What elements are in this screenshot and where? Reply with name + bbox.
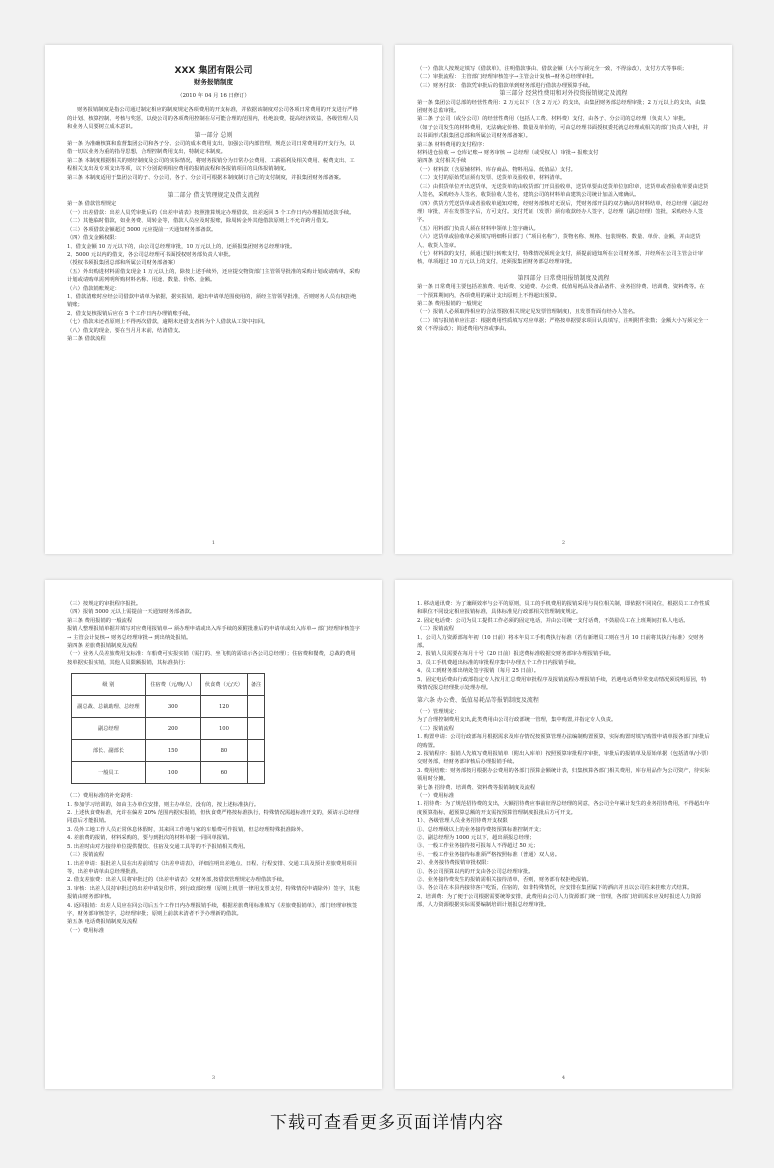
paragraph-line: （一）费用标准 <box>417 792 455 799</box>
loan-process-body <box>417 65 710 90</box>
paragraph-line: 第五条 电话费报销制度及流程 <box>67 919 138 926</box>
paragraph-line: （一）报销人必须取得相应的合法票据(相关规定见发票管理制度)，且发票背面有经办人签名。 <box>417 309 639 316</box>
paragraph-line: 第二条 借款流程 <box>67 335 106 342</box>
table-cell: 60 <box>200 762 247 784</box>
paragraph-line: （三）财务付款： 借款凭审批后的借款单到财务部进行借款办理预算手续。 <box>417 82 594 89</box>
paragraph-line: ①、各公司预算以内的开支由各公司总经理审批。 <box>417 868 534 875</box>
paragraph-line: ③、各公司在本县内接待客户吃饭，住宿的，如非特殊情况，应安排在集团属下的酒店并且以公司往来挂账方式结算。 <box>417 885 693 892</box>
office-expense-body <box>417 708 710 910</box>
part4-heading: 第四部分 日常费用报销制度及流程 <box>517 274 610 282</box>
paragraph-line: （二）报销流程 <box>417 725 455 732</box>
table-cell <box>248 696 265 718</box>
paragraph-line: 1. 招待费：为了规范招待费的支出，大额招待费应事前征得总经理的同意，各公司全年累计发生的业务招待费用，不得超出年度预算指标，超预算总额的开支需按预算管理制度报批后方可开支。 <box>417 801 710 816</box>
table-cell: 100 <box>200 718 247 740</box>
paragraph-line: （六）借款销账规定： <box>67 285 120 292</box>
document-page-4 <box>395 580 732 1089</box>
paragraph-line: ②、业务接待费发生的报销需相关接待清单，否则，财务部有权拒绝报销。 <box>417 877 592 883</box>
paragraph-line: （四）报销 5000 元以上需提前一天通知财务部备款。 <box>67 609 196 616</box>
paragraph-line: （二）其他临时借款，如业务费、周转金等，借款人员应及时报账，除周转金外其他借款原则上不允许跨月借支。 <box>67 218 332 225</box>
table-header-row <box>72 674 265 696</box>
table-header-cell: 级 别 <box>72 674 146 696</box>
table-cell: 副总裁、总裁助理、总经理 <box>72 696 146 718</box>
paragraph-line: 3. 费用结账：财务部按月根据办公费用的各部门预算金额统计表，归集核算各部门相关费用，库存用品作为公司资产，待实际领用时分摊。 <box>417 767 710 783</box>
part2-heading: 第二部分 借支管理规定及借支流程 <box>167 192 260 200</box>
part1-body <box>67 140 360 182</box>
paragraph-line: （四）供货方凭送货单或者验收单通知对账，经财务部核对无误后，凭财务部开具的双方确认的材料结单，经总经理（副总经理）审批，并在发票签字后，方可支付。支付凭证（发票）须有收款经办人签字，总经理（副总经理）签批，采购经办人签字。 <box>417 200 709 224</box>
paragraph-line: 3、员工手机费超出标准的审批程序集中办理五个工作日内报销手续。 <box>417 659 580 666</box>
paragraph-line: 第三条 费用报销的一般流程 <box>67 617 133 624</box>
part3-body <box>417 99 710 267</box>
phone-expense-body <box>417 600 710 692</box>
paragraph-line: 2. 报销程序：报销人先填写费用报销单（附出入库单）按照预算审批程序审批，审批后的报销单及原始单据（包括清单/小票）交财务部，经财务部审核后办理报销手续。 <box>417 750 709 766</box>
paragraph-line: （七）借款未还者原则上不得再次借款，逾期未还借支者转为个人借款从工资中扣回。 <box>67 319 269 326</box>
paragraph-line: 1. 参加学习培训的，如由主办单位安排，则主办单位，没有的，按上述标准执行。 <box>67 801 260 808</box>
paragraph-line: 为了合理控制费用支出,此类费用由公司行政部统一管理，集中购置,并指定专人负责。 <box>417 717 617 724</box>
table-cell: 80 <box>200 740 247 762</box>
document-title: 财务报销制度 <box>194 78 233 86</box>
paragraph-line: 第三条 材料费用的支付程序： <box>417 141 488 148</box>
paragraph-line: （八）借支的现金，要在当月月末前，结清借支。 <box>67 327 184 334</box>
paragraph-line: （授权书须报集团总部和所属公司财务部备案） <box>67 260 179 267</box>
paragraph-line: 2. 固定电话费：公司为员工提供工作必须的固定电话，并由公司统一支付话费，不鼓励员工在上班期间打私人电话。 <box>417 617 689 624</box>
paragraph-line: （四）借支金额权限： <box>67 235 120 242</box>
paragraph-line: 4. 返回报销：出差人员应在回公司后五个工作日内办理报销手续，根据差旅费用标准填写《差旅费报销单》，部门经理审核签字，财务部审核签字，总经理审批；原则上前款未清者不予办理新的借款。 <box>67 902 358 917</box>
paragraph-line: 1. 移动通讯费：为了兼顾效率与公平的原则，员工的手机费用的报销采用与岗位相关制，即依据不同岗位，根据员工工作性质和职位不同设定相应报销标准，具体标准见行政部相关管理制度规定。 <box>417 601 710 616</box>
page-number: 4 <box>561 1075 566 1081</box>
paragraph-line: 第二条 子公司（或分公司）的经营性费用（包括人工费、材料费）支付，由各子、分公司的总经理（负责人）审批。 <box>417 116 689 123</box>
download-more-footer: 下载可查看更多页面详情内容 <box>270 1113 504 1133</box>
travel-expense-table <box>71 673 265 784</box>
paragraph-line: ①、总经理级以上的业务接待费按预算标准控制开支； <box>417 826 545 833</box>
paragraph-line: ④、一般工作业务接待标准须严格按照标准（普通）双人房。 <box>417 851 561 858</box>
paragraph-line: 1. 购置申请：公司行政部每月根据需求及库存情况按预算管理办法编制购置预算，实际购置时填写购置申请单报各部门审批后的购置。 <box>417 734 710 749</box>
part4-body <box>417 283 710 333</box>
paragraph-line: 第四条 差旅费报销制度及流程 <box>67 643 138 650</box>
document-page-2 <box>395 45 732 554</box>
travel-process-body <box>67 792 360 935</box>
table-cell: 100 <box>145 762 200 784</box>
part1-heading: 第一部分 总则 <box>194 131 233 139</box>
paragraph-line: 1）、各级管理人员业务招待费开支权限 <box>417 818 508 825</box>
table-cell: 200 <box>145 718 200 740</box>
travel-rules-body <box>67 600 360 667</box>
paragraph-line: （一）借款人按规定填写《借款单》，注明借款事由、借款金额（大小写须完全一致，不得涂改），支付方式等事项； <box>417 66 688 72</box>
part2-body <box>67 200 360 343</box>
paragraph-line: （五）外出购进材料需借支现金 1 万元以上的，除按上述手续外，还应提交物资部门主管领导批准的采购计划或请购单，采购计划或请购单需列明所购材料名称、用途、数量、价格、金额。 <box>67 268 360 284</box>
paragraph-line: 2、培训费：为了便于公司根据需要统筹安排，此费用由公司人力资源部门统一管理，各部门培训需求应及时报送人力资源部，人力资源根据实际需要编制培训计划报总经理审批。 <box>417 893 702 909</box>
paragraph-line: （二）填写报销单应注意：根据费用性质填写对应单据；严格按单据要求项目认真填写，注明附件张数；金额大小写须完全一致（不得涂改）；简述费用内容或事由。 <box>417 317 709 333</box>
paragraph-line: 1、借款清账时应经公司借款申请单为依据，据实报销，超出申请单范围使用的，须经主管领导批准，否则财务人员有权拒绝销账； <box>67 293 357 309</box>
table-cell: 副总经理 <box>72 718 146 740</box>
paragraph-line: 3. 员外工地工作人员正常休息休假时，其来回工作地与家的车船费可作报销，但总经理特殊批准除外。 <box>67 826 307 833</box>
paragraph-line: （三）按规定的审批程序报批。 <box>67 601 142 607</box>
table-header-cell: 备注 <box>248 674 265 696</box>
table-header-cell: 住宿费（元/晚/人） <box>145 674 200 696</box>
paragraph-line: 第二条 费用报销的一般规定 <box>417 300 483 307</box>
paragraph-line: 2. 上述伙食费标准，允许在偏差 20% 范围内据实报销，但伙食费严格按标准执行，特殊情况需超标准开支的，须请示总经理同意后才能报销。 <box>67 810 360 825</box>
paragraph-line: 2、借支复核报销后应在 5 个工作日内办理销账手续。 <box>67 310 194 317</box>
document-page-3 <box>45 580 382 1089</box>
paragraph-line: 第四条 支付相关手续 <box>417 158 467 165</box>
paragraph-line: （如子公司发生的材料费用，无法确定价格、数量及单价的，可由总经理书面授权委托就总经理或相关的部门负责人审批，并以书面形式报集团总部和所属公司财务部备案）。 <box>417 124 709 140</box>
paragraph-line: （三）由供货单位开出送货单，无送货单的由收货部门开具验收单，送货单要由送货单位加印章，送货单或者验收单要由送货人签名，采购经办人签名，收货验收人签名，建筑公司的材料单由建筑公司统计加盖入账确认。 <box>417 183 709 199</box>
paragraph-line: （六）送货单或验收单必须填写明细科目部门（“项目名称”），货物名称、规格、包装规格、数量、单价、金额，并由送货人、收货人签章。 <box>417 234 701 249</box>
paragraph-line: 报销人整理报销单据并填写对应费用报销单→ 须办理申请或出入库手续的须附批准后的申请单或出入库单→ 部门经理审核签字→ 主管会计复核→ 财务总经理审批→ 到出纳处报销。 <box>67 626 360 641</box>
table-cell: 150 <box>145 740 200 762</box>
table-cell <box>248 762 265 784</box>
paragraph-line: 5、固定电话费由行政部指定专人按月汇总费用审批程序及报销流程办理报销手续，若遇电话费异常变动情况须说明原因，特殊情况报总经理批示处理办理。 <box>417 676 707 692</box>
table-row <box>72 762 265 784</box>
paragraph-line: 2、报销人员需要在每月十号（20 日前）报送费标准收据交财务部审办理报销手续。 <box>417 651 615 658</box>
table-header-cell: 伙食费（元/天） <box>200 674 247 696</box>
paragraph-line: 第一条 日常费用主要包括差旅费、电话费、交通费、办公费、低值易耗品及备品备件、业务招待费、培训费、资料费等。在一个预算期间内，各项费用的累计支出原则上不得超出预算。 <box>417 284 705 299</box>
intro-paragraph: 财务报销制度是指公司通过制定相应的制度规定各项费用的开支标准，并依据该制度对公司各项日常费用的开支进行严格的计划、核算控制、考核与奖惩，以使公司的各项费用控制在尽可能合理的范围内，杜绝浪费，提高经济效益，各级管理人员和业务人员要树立成本意识。 <box>67 107 359 131</box>
section6-heading: 第六条 办公费、低值易耗品等报销制度及流程 <box>417 697 539 705</box>
part3-heading: 第三部分 经营性费用和对外投资报销规定及流程 <box>499 90 628 98</box>
table-cell: 一般员工 <box>72 762 146 784</box>
table-row <box>72 718 265 740</box>
table-row <box>72 740 265 762</box>
table-row <box>72 696 265 718</box>
paragraph-line: 第一条 为准确核算和监督集团公司和各子分、公司的成本费用支出，加强公司内部管理，规范公司日常费用的开支行为，以借一切以业务为重的指导思想，合理控制费用支出，特制定本制度。 <box>67 141 355 156</box>
table-cell: 300 <box>145 696 200 718</box>
paragraph-line: （二）费用标准的补充说明： <box>67 793 136 800</box>
page-number: 3 <box>211 1075 216 1081</box>
table-cell <box>248 718 265 740</box>
table-cell: 部长、副部长 <box>72 740 146 762</box>
paragraph-line: （七）材料款的支付，须通过银行转账支付，特殊情况须现金支付，须提前通知所在公司财务部，并经所在公司主管会计审核，单项超过 10 万元以上的支付，还须报集团财务部总经理审批。 <box>417 250 704 266</box>
page-number: 2 <box>561 540 566 546</box>
paragraph-line: 2）、业务接待费报销审批权限： <box>417 860 492 867</box>
paragraph-line: 第一条 集团公司总部的经营性费用：2 万元以下（含 2 万元）的支出，由集团财务部总经理审批；2 万元以上的支出，由集团财务总监审批。 <box>417 99 706 115</box>
paragraph-line: （一）材料款（含原辅材料、库存商品、物料用品、低值品）支付。 <box>417 166 576 173</box>
paragraph-line: 材料进仓验收 → 仓库记账→ 财务审核 → 总经理（或受权人）审批→ 报账支付 <box>417 150 599 157</box>
paragraph-line: （二）报销流程 <box>417 626 455 633</box>
paragraph-line: （二）支付的原始凭证须有发票、送货单及验收单，材料清单。 <box>417 175 566 182</box>
paragraph-line: 1. 出差申请：报批差人员在出差前填写《出差申请表》，详细注明出差地点、日程、行程安排、交通工具及预计差旅费用项目等，出差申请单由总经理批准。 <box>67 860 358 875</box>
paragraph-line: （一）管理规定： <box>417 708 460 715</box>
paragraph-line: ②、副总经理为 1000 元以下，超出须报总经理； <box>417 834 535 841</box>
paragraph-line: 1、借支金额 10 万元以下的，由公司总经理审批，10 万元以上的，还须报集团财务总经理审批。 <box>67 243 296 250</box>
paragraph-line: 5. 出差时由对方接待单位提供餐饮、住宿及交通工具等的不予报销相关费用。 <box>67 843 249 850</box>
paragraph-line: 2、5000 元以内的借支，各公司总经理可书面授权财务部负责人审批。 <box>67 251 234 258</box>
paragraph-line: 第二条 本制度根据相关的财经制度及公司的实际情况，将财务报销分为日常办公费用、工薪福利及相关费用、税费支出、工程相关支出及专项支出等项，以下分别说明相应费用的报销流程和各报销项目的具体报销制度。 <box>67 157 355 173</box>
paragraph-line: 1、公司人力资源部每年初（10 日前）将本年员工手机费执行标准（若有新增员工则在当月 10 日前将其执行标准）交财务部。 <box>417 634 704 650</box>
table-cell <box>248 740 265 762</box>
company-name: XXX 集团有限公司 <box>174 66 253 76</box>
paragraph-line: （一）出差借款：出差人员凭审批后的《出差申请表》按照推算规定办理借款，出差返回 5 个工作日内办理报销还款手续。 <box>67 209 355 216</box>
paragraph-line: 4、员工到财务部出纳处签字报销（每月 25 日前）。 <box>417 668 540 675</box>
table-cell: 120 <box>200 696 247 718</box>
page-number: 1 <box>211 540 216 546</box>
paragraph-line: 第一条 借款管理规定 <box>67 201 117 208</box>
paragraph-line: （一）业务人员差旅费用支标准：车船费可实报实销（需打的、坐飞机的需请示各公司总经理）；住宿费和餐费，总裁的费用按单据实报实销，其他人员限额报销，其标准执行： <box>67 651 356 666</box>
paragraph-line: 3. 审核：出差人员持审批过的出差申请复印件，到行政部经理（原则上机票一律用支票支付，特殊情况申请除外）签字，其他报销由财务部审核。 <box>67 885 360 901</box>
paragraph-line: （三）各项借款金额超过 5000 元应提前一天通知财务部备款。 <box>67 226 217 233</box>
paragraph-line: （一）费用标准 <box>67 927 105 934</box>
paragraph-line: ③、一般工作业务接待按可报每人不得超过 50 元； <box>417 843 539 850</box>
revision-date: （2010 年 04 月 16 日修订） <box>177 93 250 99</box>
paragraph-line: （三）报销流程 <box>67 852 105 859</box>
document-page-1 <box>45 45 382 554</box>
paragraph-line: 4. 差旅费的报销，材料采购的，要与到批次的材料单据一同回单报销。 <box>67 835 233 842</box>
paragraph-line: 第三条 本制度适用于集团公司的子、分公司，各子、分公司可根据本制度制订自己的支付制度，并报集团财务部备案。 <box>67 174 345 181</box>
paragraph-line: 第七条 招待费、培训费、资料费等报销制度及流程 <box>417 784 536 791</box>
paragraph-line: 2. 借支差旅费：出差人员将审批过的《出差申请表》交财务部,按借款管理规定办理借款手续。 <box>67 877 288 884</box>
paragraph-line: （五）用料部门负责人须在材料申领单上签字确认。 <box>417 225 539 232</box>
paragraph-line: （二）审批流程： 主管部门经理审核签字→主管会计复核→财务总经理审批。 <box>417 74 598 81</box>
